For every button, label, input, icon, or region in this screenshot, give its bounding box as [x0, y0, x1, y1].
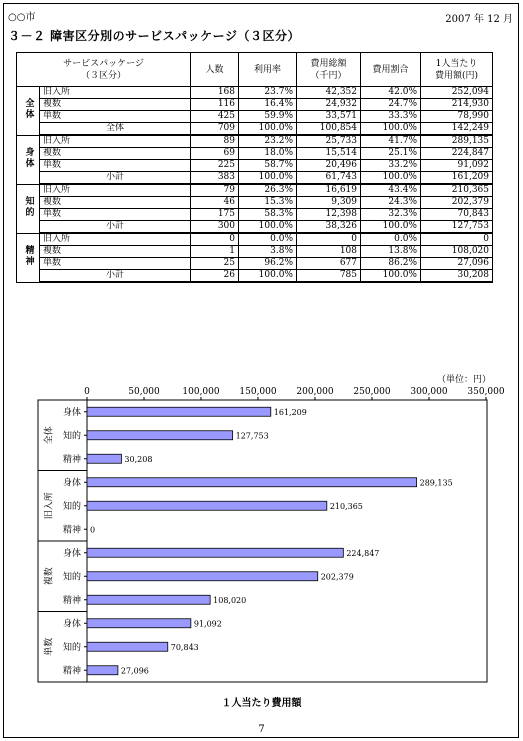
- chart-group-label: 単数: [44, 637, 55, 656]
- bar-category-label: 知的: [62, 431, 81, 442]
- bar-value-label: 161,209: [273, 407, 307, 417]
- table-header-row: [17, 53, 493, 87]
- group-label-text: 全体: [23, 97, 34, 120]
- table-cell: 23.7%: [239, 87, 297, 99]
- subtotal-row: [17, 221, 493, 234]
- row-label: 単数: [40, 258, 191, 270]
- table-cell: 108: [297, 246, 361, 258]
- table-cell: 58.7%: [239, 160, 297, 172]
- table-cell: 13.8%: [361, 246, 421, 258]
- table-cell: 224,847: [421, 148, 493, 160]
- chart-group-label: 複数: [44, 567, 55, 586]
- subtotal-cell: 300: [191, 221, 239, 234]
- bar: [87, 619, 191, 628]
- chart-group-label: 旧入所: [44, 492, 55, 520]
- table-cell: 78,990: [421, 111, 493, 123]
- table-row: [17, 209, 493, 221]
- report-date: 2007 年 12 月: [445, 14, 513, 25]
- table-cell: 24.7%: [361, 99, 421, 111]
- row-label: 旧入所: [40, 184, 191, 197]
- x-tick-label: 100,000: [182, 387, 220, 397]
- table-cell: 0: [297, 233, 361, 246]
- bar: [87, 548, 343, 557]
- table-cell: 43.4%: [361, 184, 421, 197]
- bar: [87, 572, 318, 581]
- table-row: [17, 258, 493, 270]
- bar: [87, 501, 327, 510]
- bar: [87, 454, 121, 463]
- table-cell: 425: [191, 111, 239, 123]
- row-label: 単数: [40, 160, 191, 172]
- group-label-text: 精神: [23, 244, 34, 267]
- table-cell: 20,496: [297, 160, 361, 172]
- group-label-text: 知的: [23, 195, 34, 218]
- x-tick-label: 0: [84, 387, 90, 397]
- row-label: 旧入所: [40, 135, 191, 148]
- subtotal-row: [17, 123, 493, 136]
- table-cell: 15,514: [297, 148, 361, 160]
- group-label-text: 身体: [23, 146, 34, 169]
- table-cell: 116: [191, 99, 239, 111]
- bar: [87, 642, 168, 651]
- subtotal-cell: 100.0%: [239, 270, 297, 283]
- page-number: 7: [258, 724, 265, 735]
- table-row: [17, 160, 493, 172]
- subtotal-cell: 26: [191, 270, 239, 283]
- table-cell: 16,619: [297, 184, 361, 197]
- table-cell: 0: [421, 233, 493, 246]
- bar-value-label: 91,092: [193, 619, 222, 629]
- table-cell: 59.9%: [239, 111, 297, 123]
- table-cell: 32.3%: [361, 209, 421, 221]
- bar-category-label: 知的: [62, 572, 81, 583]
- cost-per-person-bar-chart: [0, 380, 523, 692]
- table-cell: 86.2%: [361, 258, 421, 270]
- table-row: [17, 148, 493, 160]
- row-label: 単数: [40, 111, 191, 123]
- table-cell: 677: [297, 258, 361, 270]
- bar-value-label: 27,096: [120, 666, 149, 676]
- row-label: 旧入所: [40, 233, 191, 246]
- row-label: 複数: [40, 197, 191, 209]
- table-cell: 23.2%: [239, 135, 297, 148]
- subtotal-cell: 61,743: [297, 172, 361, 185]
- bar-value-label: 202,379: [320, 572, 354, 582]
- x-tick-label: 350,000: [467, 387, 505, 397]
- table-cell: 175: [191, 209, 239, 221]
- subtotal-label: 小計: [40, 172, 191, 185]
- row-label: 旧入所: [40, 87, 191, 99]
- subtotal-cell: 383: [191, 172, 239, 185]
- table-cell: 58.3%: [239, 209, 297, 221]
- bar-value-label: 210,365: [329, 501, 363, 511]
- x-tick-label: 200,000: [296, 387, 334, 397]
- table-cell: 33,571: [297, 111, 361, 123]
- table-row: [17, 197, 493, 209]
- subtotal-cell: 100,854: [297, 123, 361, 136]
- bar-category-label: 精神: [62, 666, 81, 677]
- x-tick-label: 250,000: [353, 387, 391, 397]
- group-label: [17, 87, 40, 136]
- table-cell: 210,365: [421, 184, 493, 197]
- plot-frame: [38, 400, 487, 682]
- table-cell: 225: [191, 160, 239, 172]
- subtotal-row: [17, 172, 493, 185]
- table-cell: 3.8%: [239, 246, 297, 258]
- bar-value-label: 30,208: [124, 454, 153, 464]
- bar-category-label: 身体: [62, 619, 81, 630]
- subtotal-label: 小計: [40, 221, 191, 234]
- table-cell: 46: [191, 197, 239, 209]
- row-label: 単数: [40, 209, 191, 221]
- bar-value-label: 108,020: [213, 595, 247, 605]
- group-label: [17, 233, 40, 282]
- table-cell: 15.3%: [239, 197, 297, 209]
- bar-value-label: 70,843: [170, 642, 199, 652]
- table-cell: 42.0%: [361, 87, 421, 99]
- subtotal-cell: 785: [297, 270, 361, 283]
- subtotal-label: 全体: [40, 123, 191, 136]
- bar-category-label: 身体: [62, 407, 81, 418]
- table-row: [17, 111, 493, 123]
- table-row: [17, 233, 493, 246]
- bar-category-label: 身体: [62, 548, 81, 559]
- row-label: 複数: [40, 99, 191, 111]
- col-usage-rate: 利用率: [239, 53, 297, 87]
- table-row: [17, 246, 493, 258]
- table-cell: 252,094: [421, 87, 493, 99]
- col-people: 人数: [191, 53, 239, 87]
- table-cell: 108,020: [421, 246, 493, 258]
- table-cell: 18.0%: [239, 148, 297, 160]
- col-cost-ratio: 費用割合: [361, 53, 421, 87]
- table-cell: 0.0%: [361, 233, 421, 246]
- table-cell: 42,352: [297, 87, 361, 99]
- chart-group-label: 全体: [44, 426, 55, 445]
- table-cell: 33.3%: [361, 111, 421, 123]
- table-cell: 24,932: [297, 99, 361, 111]
- bar-category-label: 精神: [62, 454, 81, 465]
- table-cell: 24.3%: [361, 197, 421, 209]
- subtotal-cell: 30,208: [421, 270, 493, 283]
- table-cell: 214,930: [421, 99, 493, 111]
- row-label: 複数: [40, 148, 191, 160]
- bar: [87, 595, 210, 604]
- col-cost-per-person: 1人当たり 費用額(円): [421, 53, 493, 87]
- subtotal-row: [17, 270, 493, 283]
- x-tick-label: 150,000: [239, 387, 277, 397]
- section-title: ３－２ 障害区分別のサービスパッケージ（３区分）: [8, 29, 300, 43]
- table-row: [17, 184, 493, 197]
- subtotal-cell: 100.0%: [361, 123, 421, 136]
- table-cell: 289,135: [421, 135, 493, 148]
- table-cell: 27,096: [421, 258, 493, 270]
- table-cell: 0.0%: [239, 233, 297, 246]
- table-cell: 25.1%: [361, 148, 421, 160]
- bar: [87, 666, 118, 675]
- table-cell: 69: [191, 148, 239, 160]
- bar-category-label: 精神: [62, 525, 81, 536]
- table-row: [17, 135, 493, 148]
- bar: [87, 431, 233, 440]
- table-cell: 12,398: [297, 209, 361, 221]
- subtotal-cell: 100.0%: [361, 172, 421, 185]
- subtotal-cell: 709: [191, 123, 239, 136]
- group-label: [17, 135, 40, 184]
- table-cell: 1: [191, 246, 239, 258]
- table-cell: 9,309: [297, 197, 361, 209]
- table-cell: 202,379: [421, 197, 493, 209]
- table-cell: 16.4%: [239, 99, 297, 111]
- table-cell: 96.2%: [239, 258, 297, 270]
- bar-value-label: 127,753: [235, 431, 269, 441]
- subtotal-cell: 100.0%: [361, 221, 421, 234]
- table-row: [17, 99, 493, 111]
- city-name: ○○市: [8, 12, 36, 23]
- subtotal-cell: 100.0%: [239, 221, 297, 234]
- table-cell: 79: [191, 184, 239, 197]
- group-label: [17, 184, 40, 233]
- service-package-table: [16, 52, 493, 283]
- chart-axis-label: １人当たり費用額: [221, 698, 302, 709]
- bar-category-label: 身体: [62, 478, 81, 489]
- subtotal-cell: 100.0%: [239, 172, 297, 185]
- bar-category-label: 精神: [62, 595, 81, 606]
- bar-value-label: 224,847: [346, 548, 380, 558]
- bar-category-label: 知的: [62, 642, 81, 653]
- table-cell: 89: [191, 135, 239, 148]
- table-cell: 168: [191, 87, 239, 99]
- x-tick-label: 300,000: [410, 387, 448, 397]
- row-label: 複数: [40, 246, 191, 258]
- subtotal-cell: 100.0%: [239, 123, 297, 136]
- table-cell: 25,733: [297, 135, 361, 148]
- subtotal-label: 小計: [40, 270, 191, 283]
- table-cell: 41.7%: [361, 135, 421, 148]
- table-cell: 25: [191, 258, 239, 270]
- x-tick-label: 50,000: [128, 387, 160, 397]
- table-cell: 70,843: [421, 209, 493, 221]
- table-cell: 0: [191, 233, 239, 246]
- bar: [87, 478, 417, 487]
- subtotal-cell: 161,209: [421, 172, 493, 185]
- table-cell: 91,092: [421, 160, 493, 172]
- table-row: [17, 87, 493, 99]
- col-service-package: サービスパッケージ （３区分）: [17, 53, 191, 87]
- col-total-cost: 費用総額 （千円）: [297, 53, 361, 87]
- subtotal-cell: 38,326: [297, 221, 361, 234]
- subtotal-cell: 100.0%: [361, 270, 421, 283]
- subtotal-cell: 127,753: [421, 221, 493, 234]
- bar-category-label: 知的: [62, 501, 81, 512]
- bar-value-label: 0: [90, 525, 96, 535]
- bar-value-label: 289,135: [419, 478, 453, 488]
- table-cell: 33.2%: [361, 160, 421, 172]
- chart-unit-label: （単位：円）: [436, 375, 491, 385]
- table-cell: 26.3%: [239, 184, 297, 197]
- subtotal-cell: 142,249: [421, 123, 493, 136]
- bar: [87, 407, 271, 416]
